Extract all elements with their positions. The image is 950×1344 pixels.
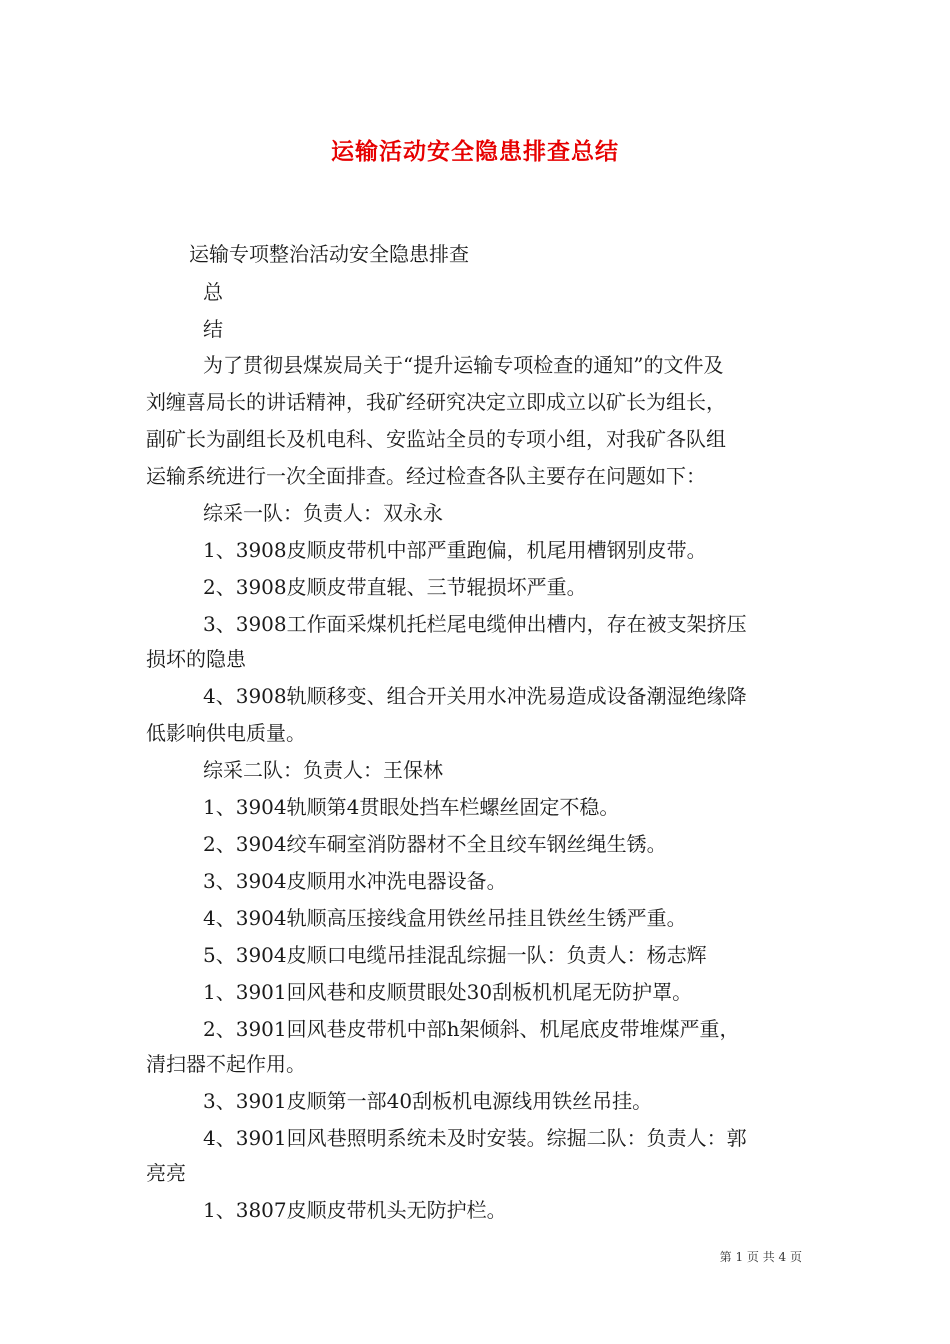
paragraph-intro-line: 副矿长为副组长及机电科、安监站全员的专项小组，对我矿各队组 (146, 427, 726, 451)
issue-item-continued: 低影响供电质量。 (146, 721, 306, 745)
issue-item: 3、3901皮顺第一部40刮板机电源线用铁丝吊挂。 (203, 1089, 653, 1113)
paragraph-intro-line: 运输系统进行一次全面排查。经过检查各队主要存在问题如下： (146, 464, 706, 488)
subtitle-char-zong: 总 (203, 280, 223, 304)
issue-item-continued: 亮亮 (146, 1161, 186, 1185)
issue-item: 4、3908轨顺移变、组合开关用水冲洗易造成设备潮湿绝缘降 (203, 684, 747, 708)
issue-item-continued: 清扫器不起作用。 (146, 1052, 306, 1076)
paragraph-intro-line: 刘缠喜局长的讲话精神，我矿经研究决定立即成立以矿长为组长， (146, 390, 726, 414)
issue-item: 2、3901回风巷皮带机中部h架倾斜、机尾底皮带堆煤严重， (203, 1017, 740, 1041)
subtitle-char-jie: 结 (203, 317, 223, 341)
paragraph-intro-line: 为了贯彻县煤炭局关于“提升运输专项检查的通知”的文件及 (203, 353, 724, 377)
issue-item: 4、3904轨顺高压接线盒用铁丝吊挂且铁丝生锈严重。 (203, 906, 687, 930)
issue-item: 1、3901回风巷和皮顺贯眼处30刮板机机尾无防护罩。 (203, 980, 693, 1004)
issue-item: 1、3904轨顺第4贯眼处挡车栏螺丝固定不稳。 (203, 795, 620, 819)
issue-item: 5、3904皮顺口电缆吊挂混乱综掘一队：负责人：杨志辉 (203, 943, 707, 967)
issue-item: 2、3908皮顺皮带直辊、三节辊损坏严重。 (203, 575, 587, 599)
page-number: 第 1 页 共 4 页 (719, 1250, 802, 1264)
issue-item: 3、3904皮顺用水冲洗电器设备。 (203, 869, 507, 893)
issue-item: 3、3908工作面采煤机托栏尾电缆伸出槽内，存在被支架挤压 (203, 612, 747, 636)
team-heading: 综采一队：负责人：双永永 (203, 501, 443, 525)
document-title: 运输活动安全隐患排查总结 (331, 139, 619, 165)
issue-item: 2、3904绞车硐室消防器材不全且绞车钢丝绳生锈。 (203, 832, 667, 856)
issue-item: 1、3807皮顺皮带机头无防护栏。 (203, 1198, 507, 1222)
team-heading: 综采二队：负责人：王保林 (203, 758, 443, 782)
issue-item: 4、3901回风巷照明系统未及时安装。综掘二队：负责人：郭 (203, 1126, 747, 1150)
issue-item: 1、3908皮顺皮带机中部严重跑偏，机尾用槽钢别皮带。 (203, 538, 707, 562)
subtitle-line: 运输专项整治活动安全隐患排查 (189, 242, 469, 266)
issue-item-continued: 损坏的隐患 (146, 647, 246, 671)
